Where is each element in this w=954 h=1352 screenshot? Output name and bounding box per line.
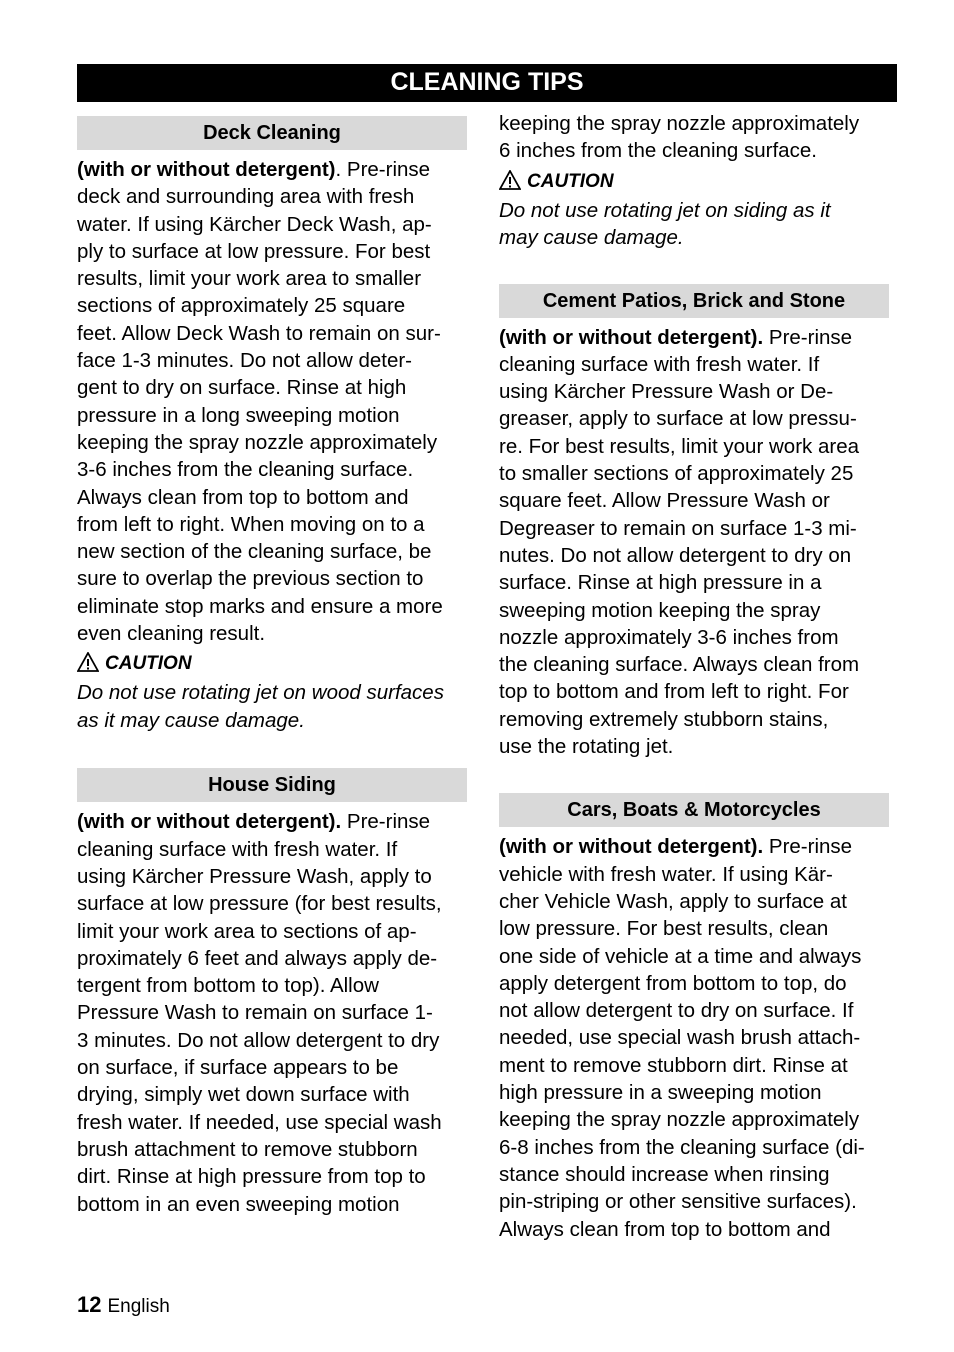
house-siding-text	[77, 808, 475, 1217]
caution-text-siding: Do not use rotating jet on siding as it may cause damage.	[499, 198, 831, 250]
page-footer	[77, 1292, 170, 1318]
caution-text-deck: Do not use rotating jet on wood surfaces as it may cause damage.	[77, 681, 444, 732]
deck-cleaning-text	[77, 156, 475, 647]
siding-body: Pre-rinse cleaning surface with fresh water. If using Kärcher Pressure Wash, apply to surface at low pressure (for best results, limit your work area to sections of ap- proximately 6 feet and always apply de- tergent from bottom to top). Allow Pressure Wash to remain on surface 1- 3 minutes. Do not allow detergent to dry on surface, if surface appears to be drying, simply wet down surface with fresh water. If needed, use special wash brush attachment to remove stubborn dirt. Rinse at high pressure from top to bottom in an even sweeping motion	[77, 810, 442, 1216]
caution-heading-deck	[77, 649, 475, 679]
deck-body: . Pre-rinse deck and surrounding area with fresh water. If using Kärcher Deck Wash, ap- ply to surface at low pressure. For best results, limit your work area to smaller sections of approximately 25 square feet. Allow Deck Wash to remain on sur- face 1-3 minutes. Do not allow deter- gent to dry on surface. Rinse at high pressure in a long sweeping motion keeping the spray nozzle approximately 3-6 inches from the cleaning surface. Always clean from top to bottom and from left to right. When moving on to a new section of the cleaning surface, be sure to overlap the previous section to eliminate stop marks and ensure a more even cleaning result.	[77, 158, 443, 646]
right-column	[499, 110, 897, 1243]
deck-lead: (with or without detergent)	[77, 158, 336, 181]
section-heading-cement-patios: Cement Patios, Brick and Stone	[499, 284, 889, 318]
left-column	[77, 116, 475, 1218]
cars-body: Pre-rinse vehicle with fresh water. If using Kär- cher Vehicle Wash, apply to surface at low pressure. For best results, clean one side of vehicle at a time and always apply detergent from bottom to top, do not allow detergent to dry on surface. If needed, use special wash brush attach- ment to remove stubborn dirt. Rinse at high pressure in a sweeping motion keeping the spray nozzle approximately 6-8 inches from the cleaning surface (di- stance should increase when rinsing pin-striping or other sensitive surfaces). Always clean from top to bottom and	[499, 835, 865, 1241]
warning-triangle-icon	[77, 652, 99, 672]
section-heading-cars-boats: Cars, Boats & Motorcycles	[499, 793, 889, 827]
cars-lead: (with or without detergent).	[499, 835, 764, 859]
siding-lead: (with or without detergent).	[77, 810, 342, 834]
cement-lead: (with or without detergent).	[499, 325, 764, 349]
section-heading-house-siding: House Siding	[77, 768, 467, 802]
page-title: CLEANING TIPS	[77, 64, 897, 102]
page-number: 12	[77, 1292, 102, 1317]
cement-body: Pre-rinse cleaning surface with fresh water. If using Kärcher Pressure Wash or De- greaser, apply to surface at low pressu- re. For best results, limit your work area to smaller sections of approximately 25 square feet. Allow Pressure Wash or Degreaser to remain on surface 1-3 mi- nutes. Do not allow detergent to dry on surface. Rinse at high pressure in a sweeping motion keeping the spray nozzle approximately 3-6 inches from the cleaning surface. Always clean from top to bottom and from left to right. For removing extremely stubborn stains, use the rotating jet.	[499, 325, 860, 759]
cement-patios-text	[499, 324, 897, 761]
caution-heading-siding	[499, 167, 897, 197]
warning-triangle-icon	[499, 170, 521, 190]
caution-label: CAUTION	[527, 170, 614, 192]
caution-label: CAUTION	[105, 653, 192, 675]
section-heading-deck-cleaning: Deck Cleaning	[77, 116, 467, 150]
footer-language: English	[107, 1296, 170, 1317]
cars-boats-text	[499, 833, 897, 1242]
house-siding-continued-text: keeping the spray nozzle approximately 6 inches from the cleaning surface.	[499, 112, 860, 163]
